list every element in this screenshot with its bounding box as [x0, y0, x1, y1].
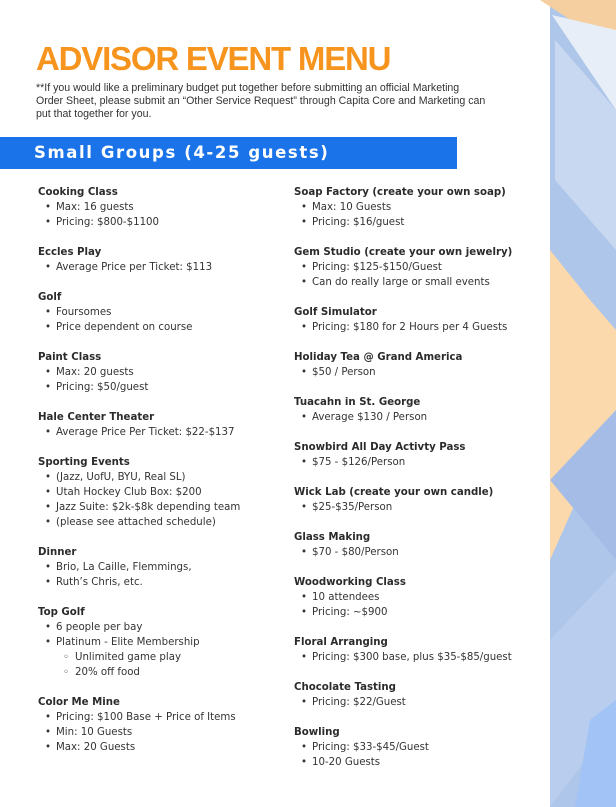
detail-item: • $75 - $126/Person [294, 455, 544, 470]
event-paint-class [38, 350, 278, 395]
detail-item: • (please see attached schedule) [38, 515, 278, 530]
event-details [38, 425, 278, 440]
event-tuacahn-in-st-george [294, 395, 544, 425]
detail-item: • Min: 10 Guests [38, 725, 278, 740]
detail-item: • $50 / Person [294, 365, 544, 380]
event-sporting-events [38, 455, 278, 530]
event-name: Woodworking Class [294, 577, 406, 588]
event-details [294, 320, 544, 335]
event-details [294, 650, 544, 665]
detail-item: • $25-$35/Person [294, 500, 544, 515]
event-name: Cooking Class [38, 187, 118, 198]
sub-detail-item: ◦ 20% off food [38, 665, 278, 680]
event-name: Soap Factory (create your own soap) [294, 187, 506, 198]
detail-item: • Pricing: ~$900 [294, 605, 544, 620]
event-name: Holiday Tea @ Grand America [294, 352, 463, 363]
event-details [294, 500, 544, 515]
event-top-golf [38, 605, 278, 680]
event-details [294, 260, 544, 290]
event-details [38, 710, 278, 755]
detail-item: • Pricing: $100 Base + Price of Items [38, 710, 278, 725]
event-name: Color Me Mine [38, 697, 120, 708]
event-wick-lab-create-your-own-candle [294, 485, 544, 515]
event-snowbird-all-day-activty-pass [294, 440, 544, 470]
detail-item: • Jazz Suite: $2k-$8k depending team [38, 500, 278, 515]
event-golf [38, 290, 278, 335]
event-name: Gem Studio (create your own jewelry) [294, 247, 513, 258]
event-details [38, 470, 278, 530]
event-gem-studio-create-your-own-jewelry [294, 245, 544, 290]
event-name: Tuacahn in St. George [294, 397, 421, 408]
detail-item: • Pricing: $22/Guest [294, 695, 544, 710]
detail-item: • Average $130 / Person [294, 410, 544, 425]
detail-item: • Max: 20 guests [38, 365, 278, 380]
event-details [294, 590, 544, 620]
event-color-me-mine [38, 695, 278, 755]
event-cooking-class [38, 185, 278, 230]
intro-note: **If you would like a preliminary budget put together before submitting an official Marketing Order Sheet, please submit an “Other Service Request” through Capita Core and Marketing can put that together for you. [36, 82, 486, 120]
event-name: Paint Class [38, 352, 102, 363]
event-name: Floral Arranging [294, 637, 388, 648]
event-eccles-play [38, 245, 278, 275]
detail-item: • Platinum - Elite Membership [38, 635, 278, 650]
detail-item: • Pricing: $33-$45/Guest [294, 740, 544, 755]
event-hale-center-theater [38, 410, 278, 440]
event-details [294, 695, 544, 710]
detail-item: • Pricing: $800-$1100 [38, 215, 278, 230]
event-woodworking-class [294, 575, 544, 620]
detail-item: • 10-20 Guests [294, 755, 544, 770]
detail-item: • Max: 20 Guests [38, 740, 278, 755]
detail-item: • Foursomes [38, 305, 278, 320]
detail-item: • Ruth’s Chris, etc. [38, 575, 278, 590]
detail-item: • 6 people per bay [38, 620, 278, 635]
event-name: Bowling [294, 727, 340, 738]
detail-item: • (Jazz, UofU, BYU, Real SL) [38, 470, 278, 485]
detail-item: • Max: 10 Guests [294, 200, 544, 215]
event-details [38, 560, 278, 590]
event-details [294, 200, 544, 230]
event-name: Snowbird All Day Activty Pass [294, 442, 466, 453]
event-soap-factory-create-your-own-soap [294, 185, 544, 230]
detail-item: • Pricing: $50/guest [38, 380, 278, 395]
event-details [38, 620, 278, 680]
event-name: Hale Center Theater [38, 412, 155, 423]
detail-item: • Price dependent on course [38, 320, 278, 335]
detail-item: • Pricing: $16/guest [294, 215, 544, 230]
left-column [38, 185, 278, 755]
event-holiday-tea-grand-america [294, 350, 544, 380]
detail-item: • 10 attendees [294, 590, 544, 605]
detail-item: • Pricing: $300 base, plus $35-$85/guest [294, 650, 544, 665]
right-column [294, 185, 544, 770]
detail-item: • Pricing: $125-$150/Guest [294, 260, 544, 275]
detail-item: • Average Price Per Ticket: $22-$137 [38, 425, 278, 440]
event-chocolate-tasting [294, 680, 544, 710]
event-details [38, 365, 278, 395]
event-name: Eccles Play [38, 247, 102, 258]
event-details [294, 455, 544, 470]
event-bowling [294, 725, 544, 770]
detail-item: • Can do really large or small events [294, 275, 544, 290]
event-name: Golf [38, 292, 62, 303]
event-details [38, 305, 278, 335]
event-details [294, 545, 544, 560]
detail-item: • Pricing: $180 for 2 Hours per 4 Guests [294, 320, 544, 335]
event-name: Sporting Events [38, 457, 130, 468]
detail-item: • Utah Hockey Club Box: $200 [38, 485, 278, 500]
event-dinner [38, 545, 278, 590]
sub-detail-item: ◦ Unlimited game play [38, 650, 278, 665]
event-details [38, 200, 278, 230]
page-title: ADVISOR EVENT MENU [36, 40, 391, 77]
event-details [38, 260, 278, 275]
detail-item: • Brio, La Caille, Flemmings, [38, 560, 278, 575]
event-golf-simulator [294, 305, 544, 335]
event-name: Wick Lab (create your own candle) [294, 487, 494, 498]
event-details [294, 410, 544, 425]
section-title: Small Groups (4-25 guests) [34, 143, 330, 162]
event-glass-making [294, 530, 544, 560]
event-details [294, 365, 544, 380]
detail-item: • $70 - $80/Person [294, 545, 544, 560]
event-name: Dinner [38, 547, 77, 558]
event-name: Golf Simulator [294, 307, 377, 318]
event-details [294, 740, 544, 770]
detail-item: • Average Price per Ticket: $113 [38, 260, 278, 275]
detail-item: • Max: 16 guests [38, 200, 278, 215]
event-floral-arranging [294, 635, 544, 665]
event-name: Top Golf [38, 607, 85, 618]
event-name: Glass Making [294, 532, 371, 543]
event-name: Chocolate Tasting [294, 682, 396, 693]
section-banner [0, 137, 457, 169]
